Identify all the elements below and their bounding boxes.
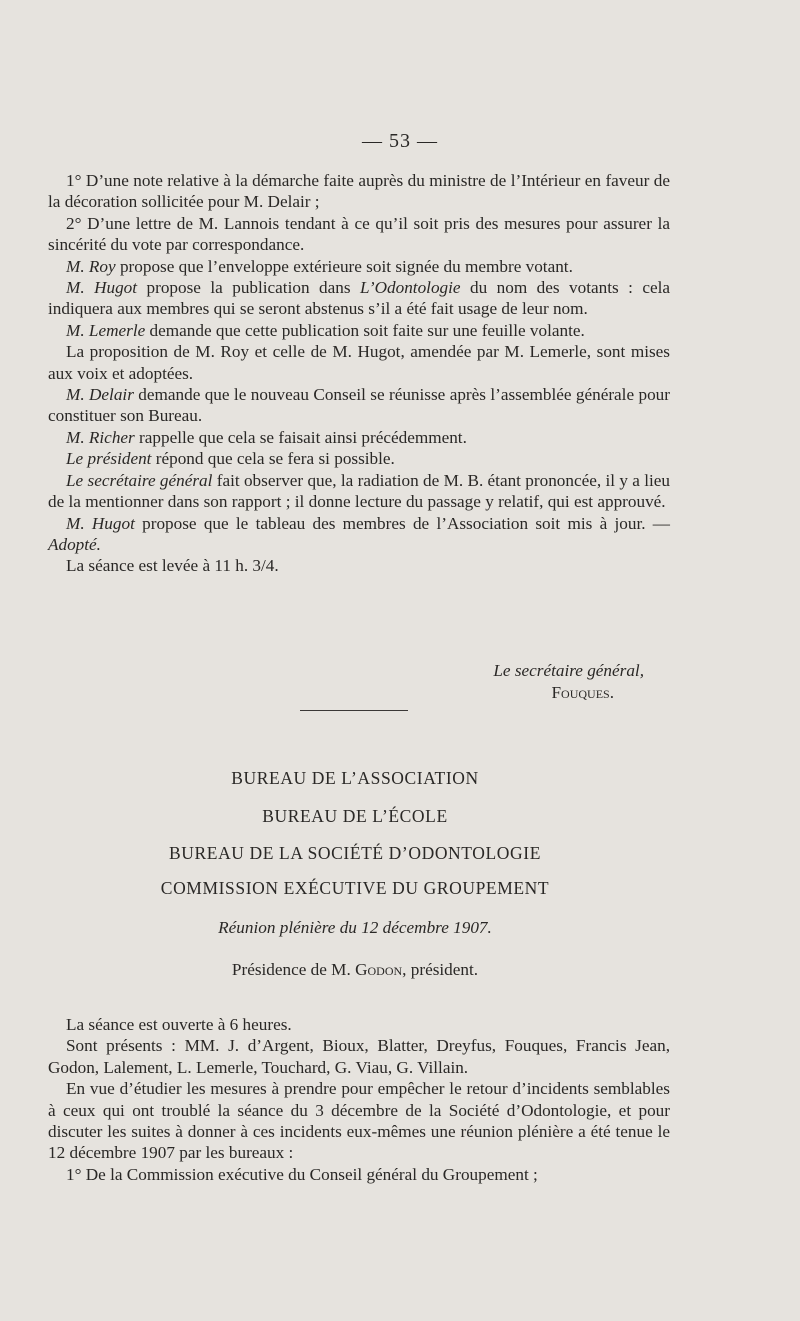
heading-commission: COMMISSION EXÉCUTIVE DU GROUPEMENT: [160, 878, 550, 898]
paragraph-letter: 2° D’une lettre de M. Lannois tendant à ce qu’il soit pris des mesures pour assurer la sincérité du vote par correspondance.: [48, 213, 670, 255]
page-number: — 53 —: [362, 130, 438, 152]
section-divider: [300, 710, 408, 711]
paragraph-text: demande que cette publication soit faite sur une feuille volante.: [145, 320, 585, 340]
speaker-name: M. Roy: [66, 256, 116, 276]
speaker-name: M. Delair: [66, 385, 134, 405]
paragraph-levee: La séance est levée à 11 h. 3/4.: [66, 556, 279, 576]
paragraph-commission: 1° De la Commission exécutive du Conseil général du Groupement ;: [66, 1164, 538, 1184]
president-name: Godon: [355, 960, 403, 979]
speaker-name: Le secrétaire général: [66, 470, 213, 490]
paragraph-hugot: [48, 277, 670, 320]
heading-societe: BUREAU DE LA SOCIÉTÉ D’ODONTOLOGIE: [169, 843, 541, 863]
speaker-name: M. Richer: [66, 427, 135, 447]
presidency-line: [0, 960, 710, 980]
meeting-date-text: Réunion plénière du 12 décembre 1907.: [218, 918, 492, 937]
presidency-prefix: Présidence de M.: [231, 960, 356, 979]
paragraph-roy: [48, 256, 670, 277]
minutes-text: [48, 170, 670, 577]
paragraph-text: propose la publication dans: [137, 278, 360, 298]
speaker-name: M. Hugot: [66, 278, 138, 298]
paragraph-text: rappelle que cela se faisait ainsi précédemment.: [134, 427, 467, 447]
paragraph-presents: Sont présents : MM. J. d’Argent, Bioux, Blatter, Dreyfus, Fouques, Francis Jean, Godon, Lalement, L. Lemerle, Touchard, G. Viau, G. Villain.: [48, 1036, 670, 1077]
paragraph-proposition: La proposition de M. Roy et celle de M. Hugot, amendée par M. Lemerle, sont mises aux voix et adoptées.: [48, 342, 670, 383]
paragraph-hugot-tableau: [48, 513, 670, 556]
speaker-name: Le président: [66, 449, 152, 469]
paragraph-text: demande que le nouveau Conseil se réunisse après l’assemblée générale pour constituer son Bureau.: [48, 385, 670, 426]
paragraph-purpose: En vue d’étudier les mesures à prendre pour empêcher le retour d’incidents semblables à ceux qui ont troublé la séance du 3 décembre de la Société d’Odontologie, et pour discuter les suites à donner à ces incidents eux-mêmes une réunion plénière a été tenue le 12 décembre 1907 par les bureaux :: [48, 1079, 670, 1163]
presidency-suffix: , président.: [402, 960, 479, 979]
paragraph-text: propose que l’enveloppe extérieure soit signée du membre votant.: [115, 256, 573, 276]
meeting-date: [0, 918, 710, 938]
paragraph-opening: La séance est ouverte à 6 heures.: [66, 1015, 292, 1034]
paragraph-lemerle: [48, 320, 670, 341]
paragraph-text: du nom des votants : cela indiquera aux membres qui se seront abstenus s’il a été fait usage de leur nom.: [48, 278, 670, 319]
adopted-mark: Adopté.: [48, 534, 101, 554]
paragraph-text: fait observer que, la radiation de M. B. étant prononcée, il y a lieu de la mentionner dans son rapport ; il donne lecture du passage y relatif, qui est approuvé.: [48, 470, 670, 512]
paragraph-text: propose que le tableau des membres de l’Association soit mis à jour. —: [134, 513, 670, 533]
paragraph-text: répond que cela se fera si possible.: [151, 449, 395, 469]
paragraph-secretaire: [48, 470, 670, 513]
signature-name: Fouques.: [551, 683, 614, 702]
speaker-name: M. Lemerle: [66, 320, 146, 340]
meeting-text: [48, 1014, 670, 1185]
signature-title: Le secrétaire général,: [493, 661, 644, 680]
paragraph-richer: [48, 427, 670, 448]
paragraph-delair: [48, 384, 670, 427]
signature-block: [48, 660, 670, 704]
heading-association: BUREAU DE L’ASSOCIATION: [231, 768, 479, 788]
journal-title: L’Odontologie: [359, 278, 461, 298]
paragraph-president: [48, 448, 670, 469]
heading-ecole: BUREAU DE L’ÉCOLE: [262, 806, 448, 826]
speaker-name: M. Hugot: [66, 513, 135, 533]
paragraph-note: 1° D’une note relative à la démarche faite auprès du ministre de l’Intérieur en faveur de la décoration sollicitée pour M. Delair ;: [48, 171, 670, 212]
